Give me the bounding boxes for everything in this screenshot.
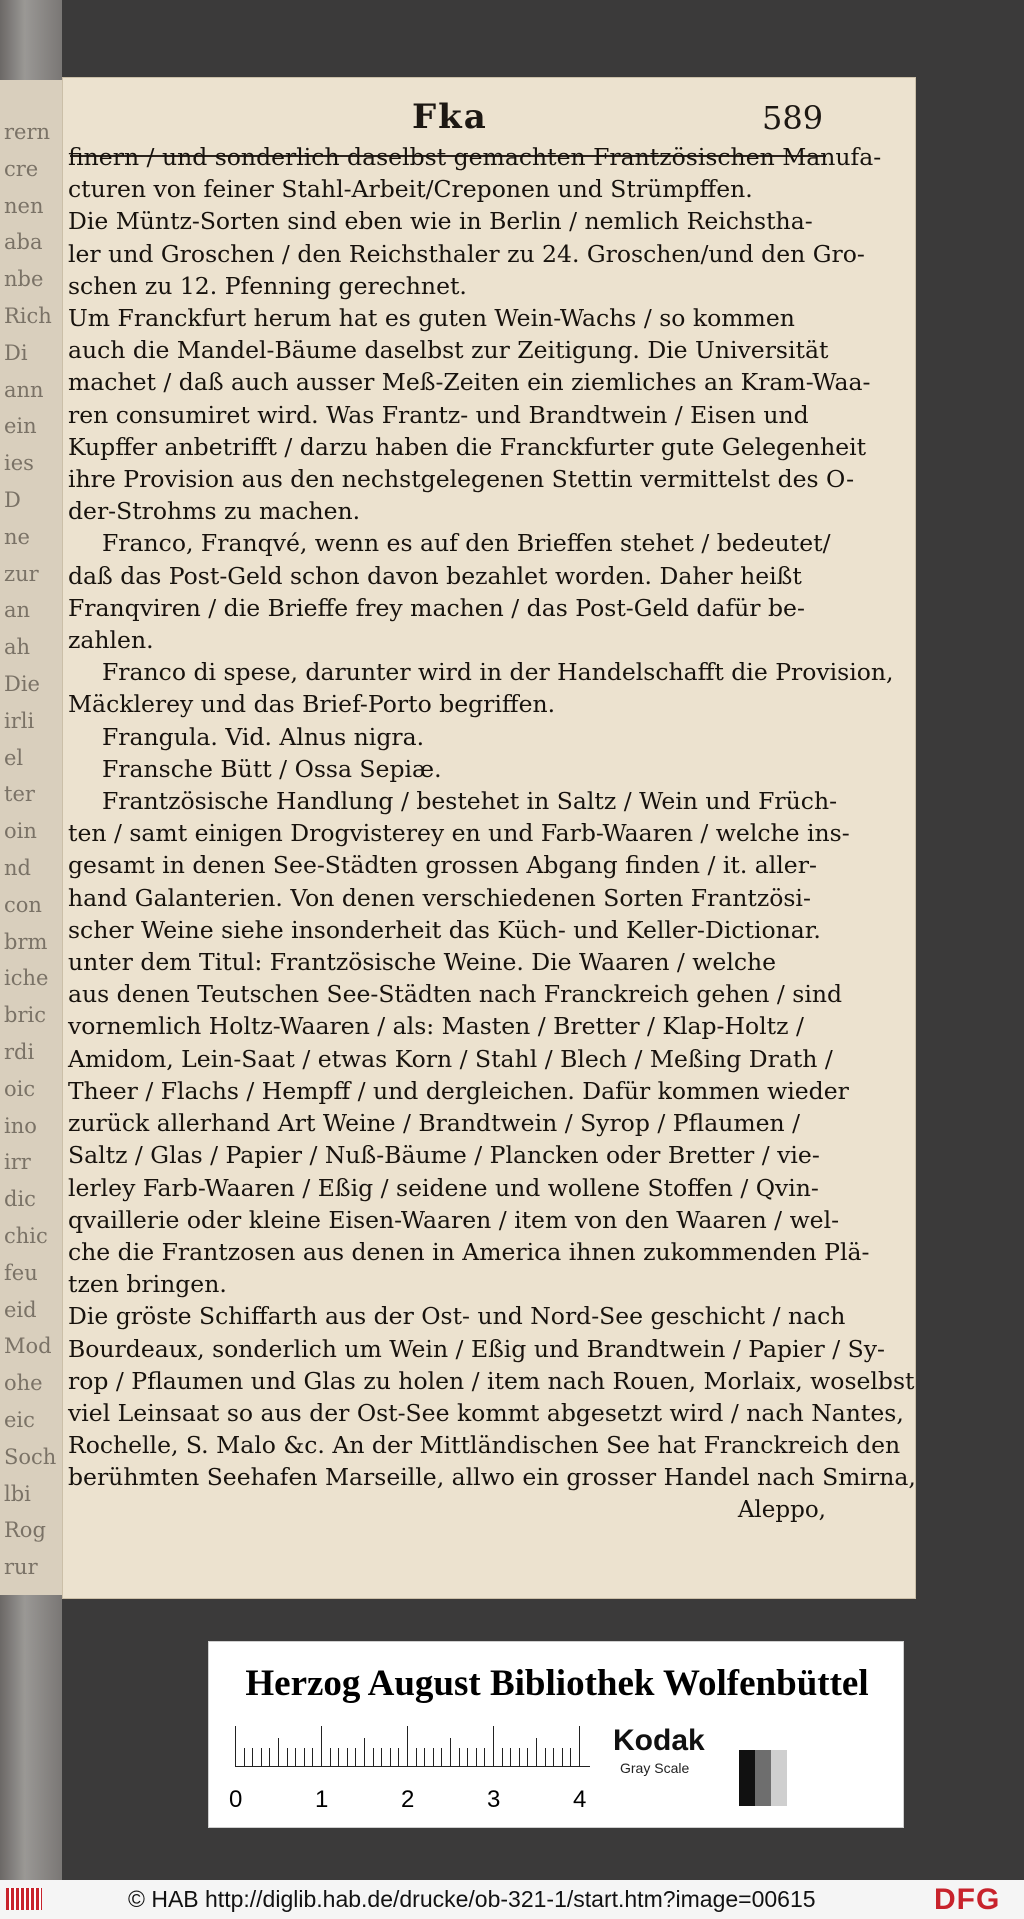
text-line: Saltz / Glas / Papier / Nuß-Bäume / Plancken oder Bretter / vie-	[68, 1141, 820, 1170]
text-line: schen zu 12. Pfenning gerechnet.	[68, 271, 467, 300]
page-body-text	[68, 141, 916, 1526]
ruler-tick	[312, 1748, 313, 1766]
prev-page-fragment: el	[4, 745, 24, 770]
prev-page-fragment: oic	[4, 1076, 36, 1101]
ruler-tick	[287, 1748, 288, 1766]
text-line: Bourdeaux, sonderlich um Wein / Eßig und Brandtwein / Papier / Sy-	[68, 1334, 885, 1363]
prev-page-fragment: ah	[4, 635, 31, 660]
ruler-tick	[467, 1748, 468, 1766]
text-line: Frangula. Vid. Alnus nigra.	[102, 722, 425, 751]
prev-page-fragment: irli	[4, 708, 35, 733]
prev-page-fragment: brm	[4, 929, 48, 954]
ruler-tick	[519, 1748, 520, 1766]
text-line: scher Weine siehe insonderheit das Küch- und Keller-Dictionar.	[68, 915, 821, 944]
ruler-label: 1	[315, 1786, 329, 1813]
prev-page-fragment: irr	[4, 1150, 31, 1175]
gray-swatch	[739, 1750, 755, 1806]
prev-page-fragment: chic	[4, 1224, 48, 1248]
ruler-tick	[295, 1748, 296, 1766]
prev-page-fragment: nen	[4, 193, 44, 218]
ruler-tick	[502, 1748, 503, 1766]
ruler-tick	[579, 1726, 580, 1766]
ruler-tick	[570, 1748, 571, 1766]
text-line: Franco, Franqvé, wenn es auf den Brieffen stehet / bedeutet/	[102, 529, 831, 558]
text-line: Mäcklerey und das Brief-Porto begriffen.	[68, 690, 556, 719]
prev-page-fragment: ne	[4, 524, 30, 549]
kodak-brand: Kodak	[613, 1724, 705, 1757]
prev-page-fragment: Die	[4, 672, 40, 696]
ruler-tick	[381, 1748, 382, 1766]
catchword: Aleppo,	[737, 1496, 826, 1523]
ruler-tick	[553, 1748, 554, 1766]
prev-page-fragment: aba	[4, 230, 43, 255]
text-line: Rochelle, S. Malo &c. An der Mittländischen See hat Franckreich den	[68, 1431, 901, 1460]
ruler-tick	[304, 1748, 305, 1766]
book-page	[62, 77, 916, 1599]
prev-page-fragment: dic	[4, 1187, 36, 1212]
prev-page-fragment: cre	[4, 156, 39, 181]
ruler-tick	[330, 1748, 331, 1766]
text-line: ten / samt einigen Drogvisterey en und Farb-Waaren / welche ins-	[68, 819, 850, 848]
text-line: vornemlich Holtz-Waaren / als: Masten / Bretter / Klap-Holtz /	[68, 1012, 804, 1041]
prev-page-fragment: Rich	[4, 304, 52, 328]
ruler-tick	[493, 1726, 494, 1766]
text-line: qvaillerie oder kleine Eisen-Waaren / item von den Waaren / wel-	[68, 1205, 840, 1234]
prev-page-fragment: an	[4, 598, 31, 623]
prev-page-fragment: eid	[4, 1297, 37, 1322]
ruler-tick	[278, 1738, 279, 1766]
text-line: Um Franckfurt herum hat es guten Wein-Wachs / so kommen	[68, 304, 795, 333]
prev-page-fragment: ein	[4, 414, 37, 439]
gray-swatch	[771, 1750, 787, 1806]
ruler-label: 2	[401, 1786, 415, 1813]
footer-bar	[0, 1880, 1024, 1919]
text-line: aus denen Teutschen See-Städten nach Franckreich gehen / sind	[68, 980, 843, 1009]
ruler-tick	[338, 1748, 339, 1766]
prev-page-fragment: nbe	[4, 267, 44, 292]
text-line: der-Strohms zu machen.	[68, 497, 361, 526]
gray-swatch	[755, 1750, 771, 1806]
text-line: finern / und sonderlich daselbst gemachten Frantzösischen Manufa-	[68, 143, 882, 171]
prev-page-fragment: con	[4, 892, 42, 917]
ruler-tick	[373, 1748, 374, 1766]
ruler-tick	[416, 1748, 417, 1766]
prev-page-fragment: oin	[4, 819, 37, 844]
prev-page-fragment: Rog	[4, 1518, 46, 1543]
ruler-tick	[450, 1738, 451, 1766]
ruler-tick	[510, 1748, 511, 1766]
text-line: Amidom, Lein-Saat / etwas Korn / Stahl / Blech / Meßing Drath /	[68, 1044, 833, 1073]
text-line: Theer / Flachs / Hempff / und dergleichen. Dafür kommen wieder	[68, 1076, 849, 1105]
ruler-label: 4	[573, 1786, 587, 1813]
prev-page-fragment: iche	[4, 966, 49, 991]
previous-page-edge	[0, 80, 66, 1595]
scale-ruler	[229, 1724, 590, 1819]
running-head: Fka	[412, 97, 488, 137]
ruler-tick	[398, 1748, 399, 1766]
ruler-tick	[321, 1726, 322, 1766]
ruler-tick	[355, 1748, 356, 1766]
ruler-tick	[424, 1748, 425, 1766]
text-line: ihre Provision aus den nechstgelegenen Stettin vermittelst des O-	[68, 465, 855, 494]
ruler-tick	[476, 1748, 477, 1766]
text-line: Die gröste Schiffarth aus der Ost- und Nord-See geschicht / nach	[68, 1302, 846, 1331]
footer-copyright-link[interactable]: © HAB http://diglib.hab.de/drucke/ob-321-1/start.htm?image=00615	[128, 1886, 816, 1912]
prev-page-fragment: ter	[4, 782, 35, 807]
prev-page-fragment: rur	[4, 1555, 38, 1580]
ruler-tick	[235, 1726, 236, 1766]
ruler-tick	[269, 1748, 270, 1766]
text-line: ren consumiret wird. Was Frantz- und Brandtwein / Eisen und	[68, 400, 809, 429]
ruler-tick	[364, 1738, 365, 1766]
ruler-tick	[407, 1726, 408, 1766]
text-line: Franco di spese, darunter wird in der Handelschafft die Provision,	[102, 658, 894, 687]
ruler-tick	[244, 1748, 245, 1766]
prev-page-fragment: lbi	[4, 1481, 31, 1506]
kodak-gray-scale-label: Gray Scale	[620, 1760, 690, 1776]
text-line: Die Müntz-Sorten sind eben wie in Berlin / nemlich Reichstha-	[68, 207, 813, 236]
prev-page-fragment: nd	[4, 856, 31, 880]
ruler-tick	[484, 1748, 485, 1766]
text-line: cturen von feiner Stahl-Arbeit/Creponen und Strümpffen.	[68, 175, 753, 204]
text-line: Kupffer anbetrifft / darzu haben die Franckfurter gute Gelegenheit	[68, 432, 867, 461]
prev-page-fragment: rern	[4, 120, 51, 144]
text-line: lerley Farb-Waaren / Eßig / seidene und wollene Stoffen / Qvin-	[68, 1173, 819, 1202]
ruler-tick	[441, 1748, 442, 1766]
text-line: ler und Groschen / den Reichsthaler zu 24. Groschen/und den Gro-	[68, 239, 865, 268]
prev-page-fragment: Mod	[4, 1334, 52, 1359]
prev-page-fragment: feu	[4, 1260, 38, 1285]
ruler-tick	[252, 1748, 253, 1766]
ruler-tick	[261, 1748, 262, 1766]
text-line: berühmten Seehafen Marseille, allwo ein grosser Handel nach Smirna,	[68, 1463, 916, 1492]
ruler-tick	[459, 1748, 460, 1766]
barcode-icon	[6, 1888, 42, 1910]
text-line: auch die Mandel-Bäume daselbst zur Zeitigung. Die Universität	[68, 336, 829, 365]
prev-page-fragment: ann	[4, 377, 44, 402]
text-line: daß das Post-Geld schon davon bezahlet worden. Daher heißt	[68, 561, 802, 590]
prev-page-fragment: Di	[4, 340, 28, 365]
text-line: Franqviren / die Brieffe frey machen / das Post-Geld dafür be-	[68, 593, 805, 622]
ruler-tick	[562, 1748, 563, 1766]
page-number: 589	[762, 99, 824, 137]
ruler-tick	[536, 1738, 537, 1766]
ruler-tick	[347, 1748, 348, 1766]
text-line: unter dem Titul: Frantzösische Weine. Die Waaren / welche	[68, 948, 777, 977]
text-line: Frantzösische Handlung / bestehet in Saltz / Wein und Früch-	[102, 787, 838, 816]
text-line: machet / daß auch ausser Meß-Zeiten ein ziemliches an Kram-Waa-	[68, 368, 871, 397]
ruler-tick	[545, 1748, 546, 1766]
prev-page-fragment: ino	[4, 1113, 37, 1138]
text-line: viel Leinsaat so aus der Ost-See kommt abgesetzt wird / nach Nantes,	[68, 1398, 904, 1427]
ruler-tick	[433, 1748, 434, 1766]
ruler-label: 3	[487, 1786, 501, 1813]
library-name: Herzog August Bibliothek Wolfenbüttel	[245, 1663, 869, 1704]
text-line: gesamt in denen See-Städten grossen Abgang finden / it. aller-	[68, 851, 817, 880]
prev-page-fragment: eic	[4, 1408, 35, 1432]
text-line: hand Galanterien. Von denen verschiedenen Sorten Frantzösi-	[68, 883, 811, 912]
prev-page-fragment: ohe	[4, 1371, 43, 1396]
ruler-baseline	[235, 1766, 590, 1767]
dfg-logo: DFG	[934, 1883, 1001, 1916]
text-line: rop / Pflaumen und Glas zu holen / item nach Rouen, Morlaix, woselbst	[68, 1366, 915, 1395]
ruler-label: 0	[229, 1786, 243, 1813]
ruler-tick	[527, 1748, 528, 1766]
prev-page-fragment: D	[4, 488, 21, 512]
color-target-card	[208, 1641, 904, 1828]
prev-page-fragment: Soch	[4, 1444, 57, 1469]
prev-page-fragment: zur	[4, 561, 39, 586]
prev-page-fragment: rdi	[4, 1040, 35, 1064]
text-line: tzen bringen.	[68, 1270, 227, 1299]
text-line: che die Frantzosen aus denen in America ihnen zukommenden Plä-	[68, 1237, 870, 1266]
text-line: Fransche Bütt / Ossa Sepiæ.	[102, 754, 442, 783]
prev-page-fragment: ies	[4, 451, 34, 476]
prev-page-fragment: bric	[4, 1003, 46, 1028]
text-line: zahlen.	[68, 626, 154, 655]
text-line: zurück allerhand Art Weine / Brandtwein / Syrop / Pflaumen /	[68, 1109, 801, 1138]
ruler-tick	[390, 1748, 391, 1766]
